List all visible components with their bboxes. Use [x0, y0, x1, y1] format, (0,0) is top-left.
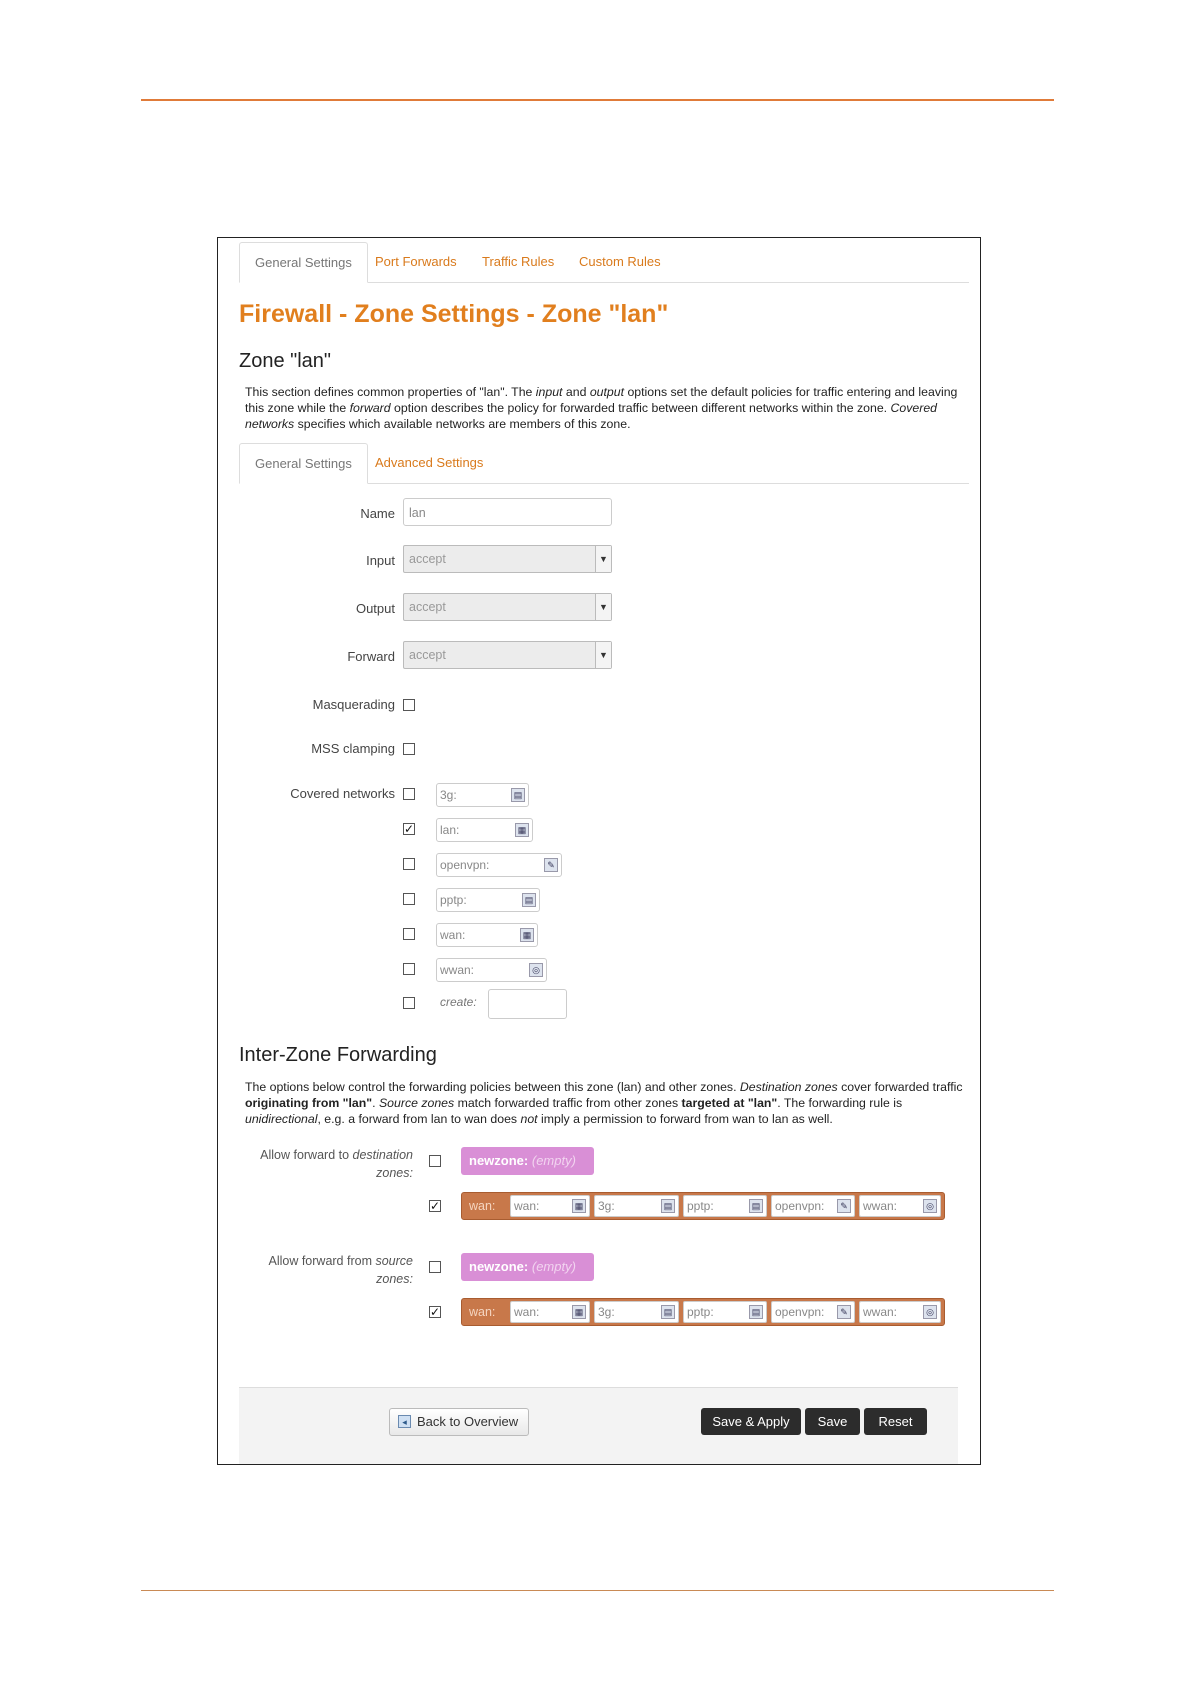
network-checkbox-pptp[interactable] [403, 893, 415, 905]
chevron-down-icon: ▼ [595, 642, 611, 668]
subtab-advanced-settings[interactable]: Advanced Settings [375, 455, 484, 470]
forward-select[interactable] [403, 641, 612, 669]
network-lan: lan: ▦ [436, 818, 533, 842]
zone-network-openvpn: openvpn: ✎ [771, 1195, 855, 1217]
network-icon: ▤ [661, 1305, 675, 1319]
tab-general-settings[interactable]: General Settings [239, 242, 368, 283]
switch-icon: ▦ [572, 1305, 586, 1319]
src-newzone-checkbox[interactable] [429, 1261, 441, 1273]
wireless-icon: ◎ [923, 1199, 937, 1213]
tab-traffic-rules[interactable]: Traffic Rules [482, 254, 555, 269]
zone-wan-label: wan: [469, 1305, 496, 1319]
network-checkbox-openvpn[interactable] [403, 858, 415, 870]
network-wwan: wwan: ◎ [436, 958, 547, 982]
inter-zone-heading: Inter-Zone Forwarding [239, 1044, 437, 1066]
masquerading-label: Masquerading [312, 697, 395, 712]
network-openvpn: openvpn: ✎ [436, 853, 562, 877]
network-pptp: pptp: ▤ [436, 888, 540, 912]
page-header-rule [141, 99, 1054, 101]
network-icon: ▤ [522, 893, 536, 907]
forward-label: Forward [347, 649, 395, 664]
network-icon: ▤ [661, 1199, 675, 1213]
network-checkbox-lan[interactable]: ✓ [404, 822, 415, 836]
main-tabs [239, 242, 969, 283]
wireless-icon: ◎ [529, 963, 543, 977]
src-wan-zone [461, 1298, 945, 1326]
dest-newzone-badge: newzone: (empty) [461, 1147, 594, 1175]
mss-clamping-checkbox[interactable] [403, 743, 415, 755]
network-3g: 3g: ▤ [436, 783, 529, 807]
vpn-icon: ✎ [837, 1199, 851, 1213]
network-checkbox-wan[interactable] [403, 928, 415, 940]
src-wan-checkbox[interactable]: ✓ [430, 1305, 441, 1319]
network-icon: ▤ [749, 1305, 763, 1319]
src-zones-label: Allow forward from source zones: [268, 1254, 413, 1286]
zone-wan-label: wan: [469, 1199, 496, 1213]
zone-network-pptp: pptp: ▤ [683, 1301, 767, 1323]
mss-clamping-label: MSS clamping [311, 741, 395, 756]
form-footer [239, 1387, 958, 1464]
chevron-down-icon: ▼ [595, 594, 611, 620]
output-select-value: accept [409, 600, 446, 614]
wireless-icon: ◎ [923, 1305, 937, 1319]
subtab-general-settings[interactable]: General Settings [239, 443, 368, 484]
input-select[interactable] [403, 545, 612, 573]
vpn-icon: ✎ [544, 858, 558, 872]
zone-network-wwan: wwan: ◎ [859, 1195, 941, 1217]
src-newzone-badge: newzone: (empty) [461, 1253, 594, 1281]
masquerading-checkbox[interactable] [403, 699, 415, 711]
switch-icon: ▦ [572, 1199, 586, 1213]
screenshot-frame [217, 237, 981, 1465]
chevron-down-icon: ▼ [595, 546, 611, 572]
output-label: Output [355, 601, 395, 616]
network-icon: ▤ [511, 788, 525, 802]
switch-icon: ▦ [520, 928, 534, 942]
network-checkbox-3g[interactable] [403, 788, 415, 800]
network-wan: wan: ▦ [436, 923, 538, 947]
zone-heading: Zone "lan" [239, 350, 332, 372]
zone-description: This section defines common properties of "lan". The input and output options set the default policies for traffic entering and leaving this zone while the forward option describes the policy for forwarded traffic between different networks within the zone. Covered networks specifies which available networks are members of this zone. [245, 385, 958, 431]
switch-icon: ▦ [515, 823, 529, 837]
page-title: Firewall - Zone Settings - Zone "lan" [239, 300, 669, 328]
network-icon: ▤ [749, 1199, 763, 1213]
zone-network-wwan: wwan: ◎ [859, 1301, 941, 1323]
name-label: Name [360, 506, 395, 521]
zone-network-3g: 3g: ▤ [594, 1301, 679, 1323]
input-label: Input [366, 553, 395, 568]
save-button[interactable]: Save [805, 1408, 860, 1435]
output-select[interactable] [403, 593, 612, 621]
page-footer-rule [141, 1590, 1054, 1591]
create-network-input[interactable] [488, 989, 567, 1019]
network-checkbox-create[interactable] [403, 997, 415, 1009]
zone-network-wan: wan: ▦ [510, 1195, 590, 1217]
tab-custom-rules[interactable]: Custom Rules [579, 254, 661, 269]
zone-network-pptp: pptp: ▤ [683, 1195, 767, 1217]
inter-zone-description: The options below control the forwarding policies between this zone (lan) and other zones. Destination zones cover forwarded traffic originating from "lan". Source zones match forwarded traffic from other zones targeted at "lan". The forwarding rule is unidirectional, e.g. a forward from lan to wan does not imply a permission to forward from wan to lan as well. [245, 1080, 963, 1126]
zone-network-3g: 3g: ▤ [594, 1195, 679, 1217]
back-arrow-icon: ◂ [398, 1415, 411, 1428]
forward-select-value: accept [409, 648, 446, 662]
sub-tabs [239, 443, 969, 484]
save-apply-button[interactable]: Save & Apply [701, 1408, 801, 1435]
reset-button[interactable]: Reset [864, 1408, 927, 1435]
vpn-icon: ✎ [837, 1305, 851, 1319]
dest-zones-label: Allow forward to destination zones: [260, 1148, 413, 1180]
name-input[interactable]: lan [403, 498, 612, 526]
dest-newzone-checkbox[interactable] [429, 1155, 441, 1167]
network-checkbox-wwan[interactable] [403, 963, 415, 975]
covered-networks-label: Covered networks [290, 786, 395, 801]
dest-wan-zone [461, 1192, 945, 1220]
create-label: create: [440, 995, 477, 1009]
tab-port-forwards[interactable]: Port Forwards [375, 254, 457, 269]
zone-network-wan: wan: ▦ [510, 1301, 590, 1323]
zone-network-openvpn: openvpn: ✎ [771, 1301, 855, 1323]
dest-wan-checkbox[interactable]: ✓ [430, 1199, 441, 1213]
input-select-value: accept [409, 552, 446, 566]
back-to-overview-button[interactable]: ◂ Back to Overview [389, 1408, 529, 1436]
